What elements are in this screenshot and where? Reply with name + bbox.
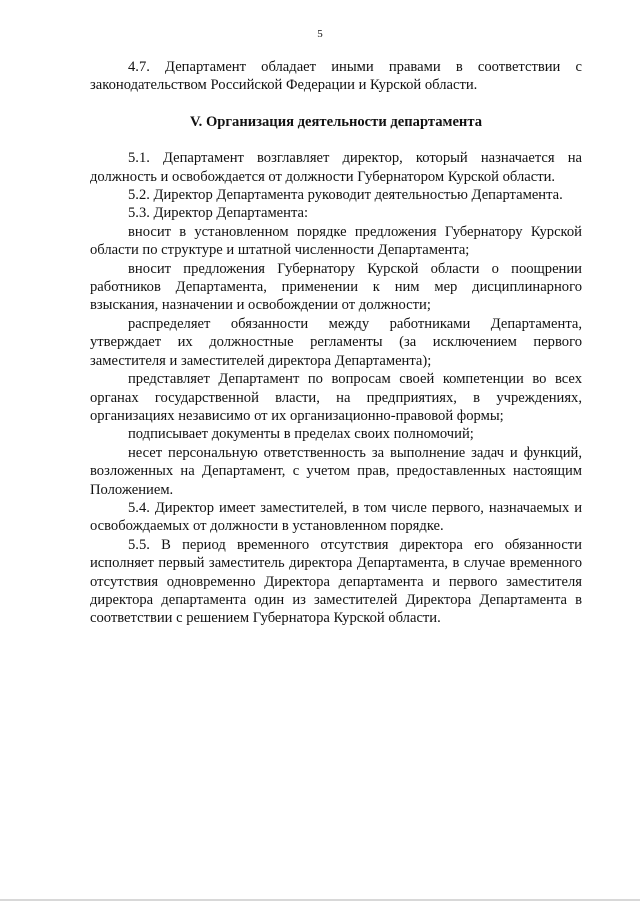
list-item-duties-distribution: распределяет обязанности между работниками Департамента, утверждает их должностные регламенты (за исключением первого заместителя и заместителей директора Департамента); [90,315,582,369]
page-number: 5 [317,28,323,40]
page-bottom-edge [0,899,640,901]
list-item-signing: подписывает документы в пределах своих полномочий; [128,426,474,443]
paragraph-5-2: 5.2. Директор Департамента руководит деятельностью Департамента. [128,187,563,204]
paragraph-4-7: 4.7. Департамент обладает иными правами в соответствии с законодательством Российской Федерации и Курской области. [90,59,582,94]
list-item-representation: представляет Департамент по вопросам своей компетенции во всех органах государственной власти, на предприятиях, в учреждениях, организациях независимо от их организационно-правовой формы; [90,371,582,424]
list-item-personnel-proposals: вносит предложения Губернатору Курской области о поощрении работников Департамента, применении к ним мер дисциплинарного взыскания, назначении и освобождении от должности; [90,260,582,314]
paragraph-5-3: 5.3. Директор Департамента: [128,205,309,222]
section-heading: V. Организация деятельности департамента [189,113,482,130]
list-item-structure-proposals: вносит в установленном порядке предложения Губернатору Курской области по структуре и штатной численности Департамента; [90,223,582,259]
paragraph-5-1: 5.1. Департамент возглавляет директор, который назначается на должность и освобождается от должности Губернатором Курской области. [90,150,582,185]
paragraph-5-4: 5.4. Директор имеет заместителей, в том числе первого, назначаемых и освобождаемых от должности в установленном порядке. [90,499,582,535]
list-item-responsibility: несет персональную ответственность за выполнение задач и функций, возложенных на Департамент, с учетом прав, предоставленных настоящим Положением. [90,444,582,498]
paragraph-5-5: 5.5. В период временного отсутствия директора его обязанности исполняет первый заместитель директора Департамента, в случае временного отсутствия одновременно Директора департамента и первого заместителя директора департамента один из заместителей Директора Департамента в соответствии с решением Губернатора Курской области. [90,536,582,627]
document-body [90,58,582,628]
